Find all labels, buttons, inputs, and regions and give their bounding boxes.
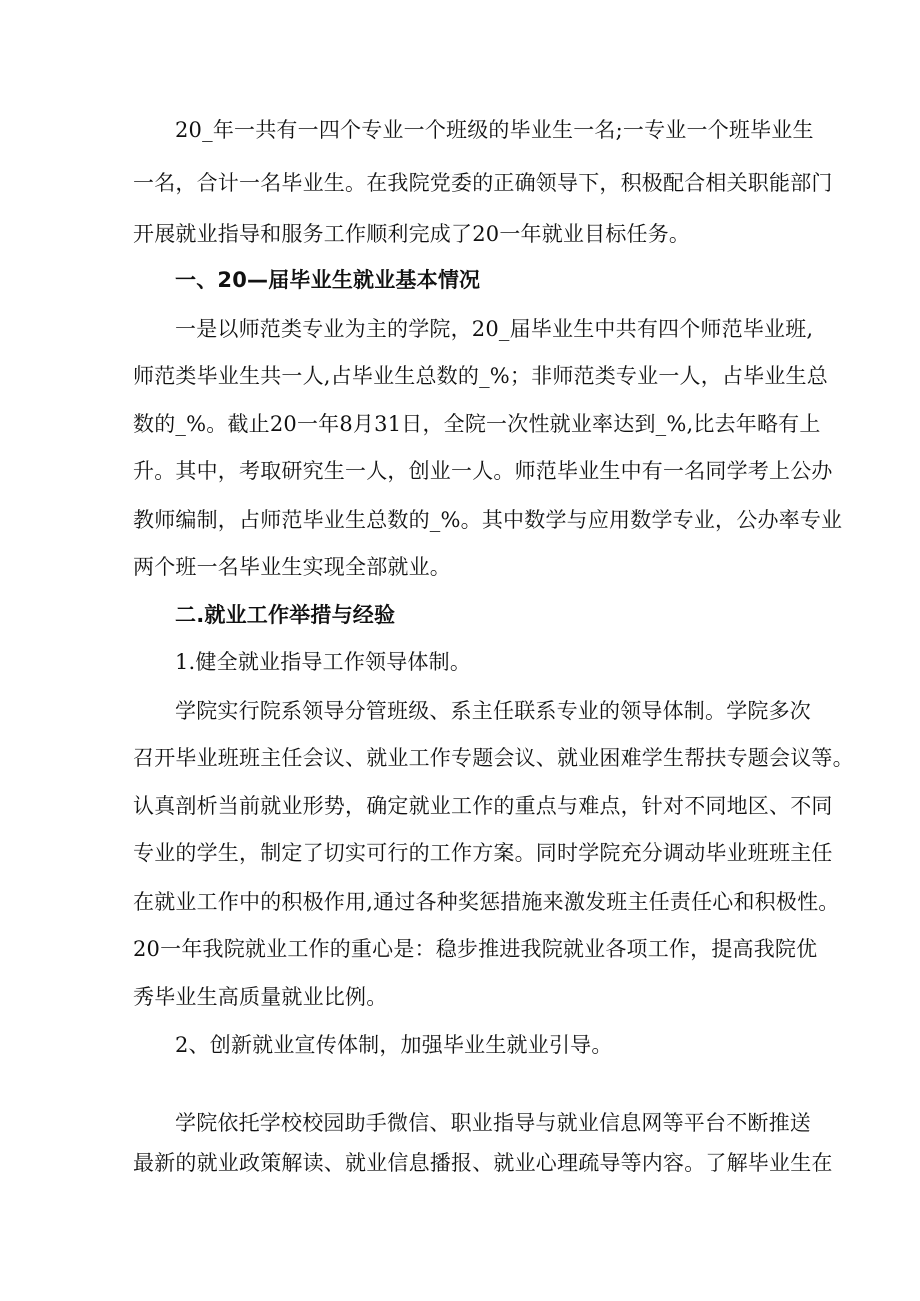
subsection-heading-2: 2、创新就业宣传体制，加强毕业生就业引导。 bbox=[175, 1033, 613, 1057]
paragraph-4-line-1: 学院依托学校校园助手微信、职业指导与就业信息网等平台不断推送 bbox=[175, 1111, 811, 1135]
paragraph-3-line-1: 学院实行院系领导分管班级、系主任联系专业的领导体制。学院多次 bbox=[175, 699, 811, 723]
paragraph-4-line-2: 最新的就业政策解读、就业信息播报、就业心理疏导等内容。了解毕业生在 bbox=[133, 1151, 833, 1175]
paragraph-3-line-7: 秀毕业生高质量就业比例。 bbox=[133, 985, 388, 1009]
subsection-heading-1: 1.健全就业指导工作领导体制。 bbox=[175, 650, 472, 674]
paragraph-2-line-1: 一是以师范类专业为主的学院，20_届毕业生中共有四个师范毕业班, bbox=[175, 317, 814, 341]
paragraph-1-line-1: 20_年一共有一四个专业一个班级的毕业生一名;一专业一个班毕业生 bbox=[175, 118, 814, 142]
paragraph-2-line-3: 数的_%。截止20一年8月31日，全院一次性就业率达到_%,比去年略有上 bbox=[133, 412, 821, 436]
paragraph-3-line-5: 在就业工作中的积极作用,通过各种奖惩措施来激发班主任责任心和积极性。 bbox=[133, 890, 840, 914]
section-heading-1: 一、20—届毕业生就业基本情况 bbox=[175, 268, 481, 292]
paragraph-3-line-2: 召开毕业班班主任会议、就业工作专题会议、就业困难学生帮扶专题会议等。 bbox=[133, 746, 854, 770]
paragraph-3-line-3: 认真剖析当前就业形势，确定就业工作的重点与难点，针对不同地区、不同 bbox=[133, 794, 833, 818]
paragraph-1-line-3: 开展就业指导和服务工作顺利完成了20一年就业目标任务。 bbox=[133, 222, 691, 246]
paragraph-2-line-4: 升。其中，考取研究生一人，创业一人。师范毕业生中有一名同学考上公办 bbox=[133, 459, 833, 483]
paragraph-2-line-6: 两个班一名毕业生实现全部就业。 bbox=[133, 555, 451, 579]
paragraph-3-line-6: 20一年我院就业工作的重心是：稳步推进我院就业各项工作，提高我院优 bbox=[133, 937, 818, 961]
paragraph-3-line-4: 专业的学生，制定了切实可行的工作方案。同时学院充分调动毕业班班主任 bbox=[133, 841, 833, 865]
paragraph-2-line-5: 教师编制，占师范毕业生总数的_%。其中数学与应用数学专业，公办率专业 bbox=[133, 508, 843, 532]
section-heading-2: 二.就业工作举措与经验 bbox=[175, 603, 396, 627]
paragraph-1-line-2: 一名，合计一名毕业生。在我院党委的正确领导下，积极配合相关职能部门 bbox=[133, 171, 833, 195]
paragraph-2-line-2: 师范类毕业生共一人,占毕业生总数的_%；非师范类专业一人，占毕业生总 bbox=[133, 364, 828, 388]
